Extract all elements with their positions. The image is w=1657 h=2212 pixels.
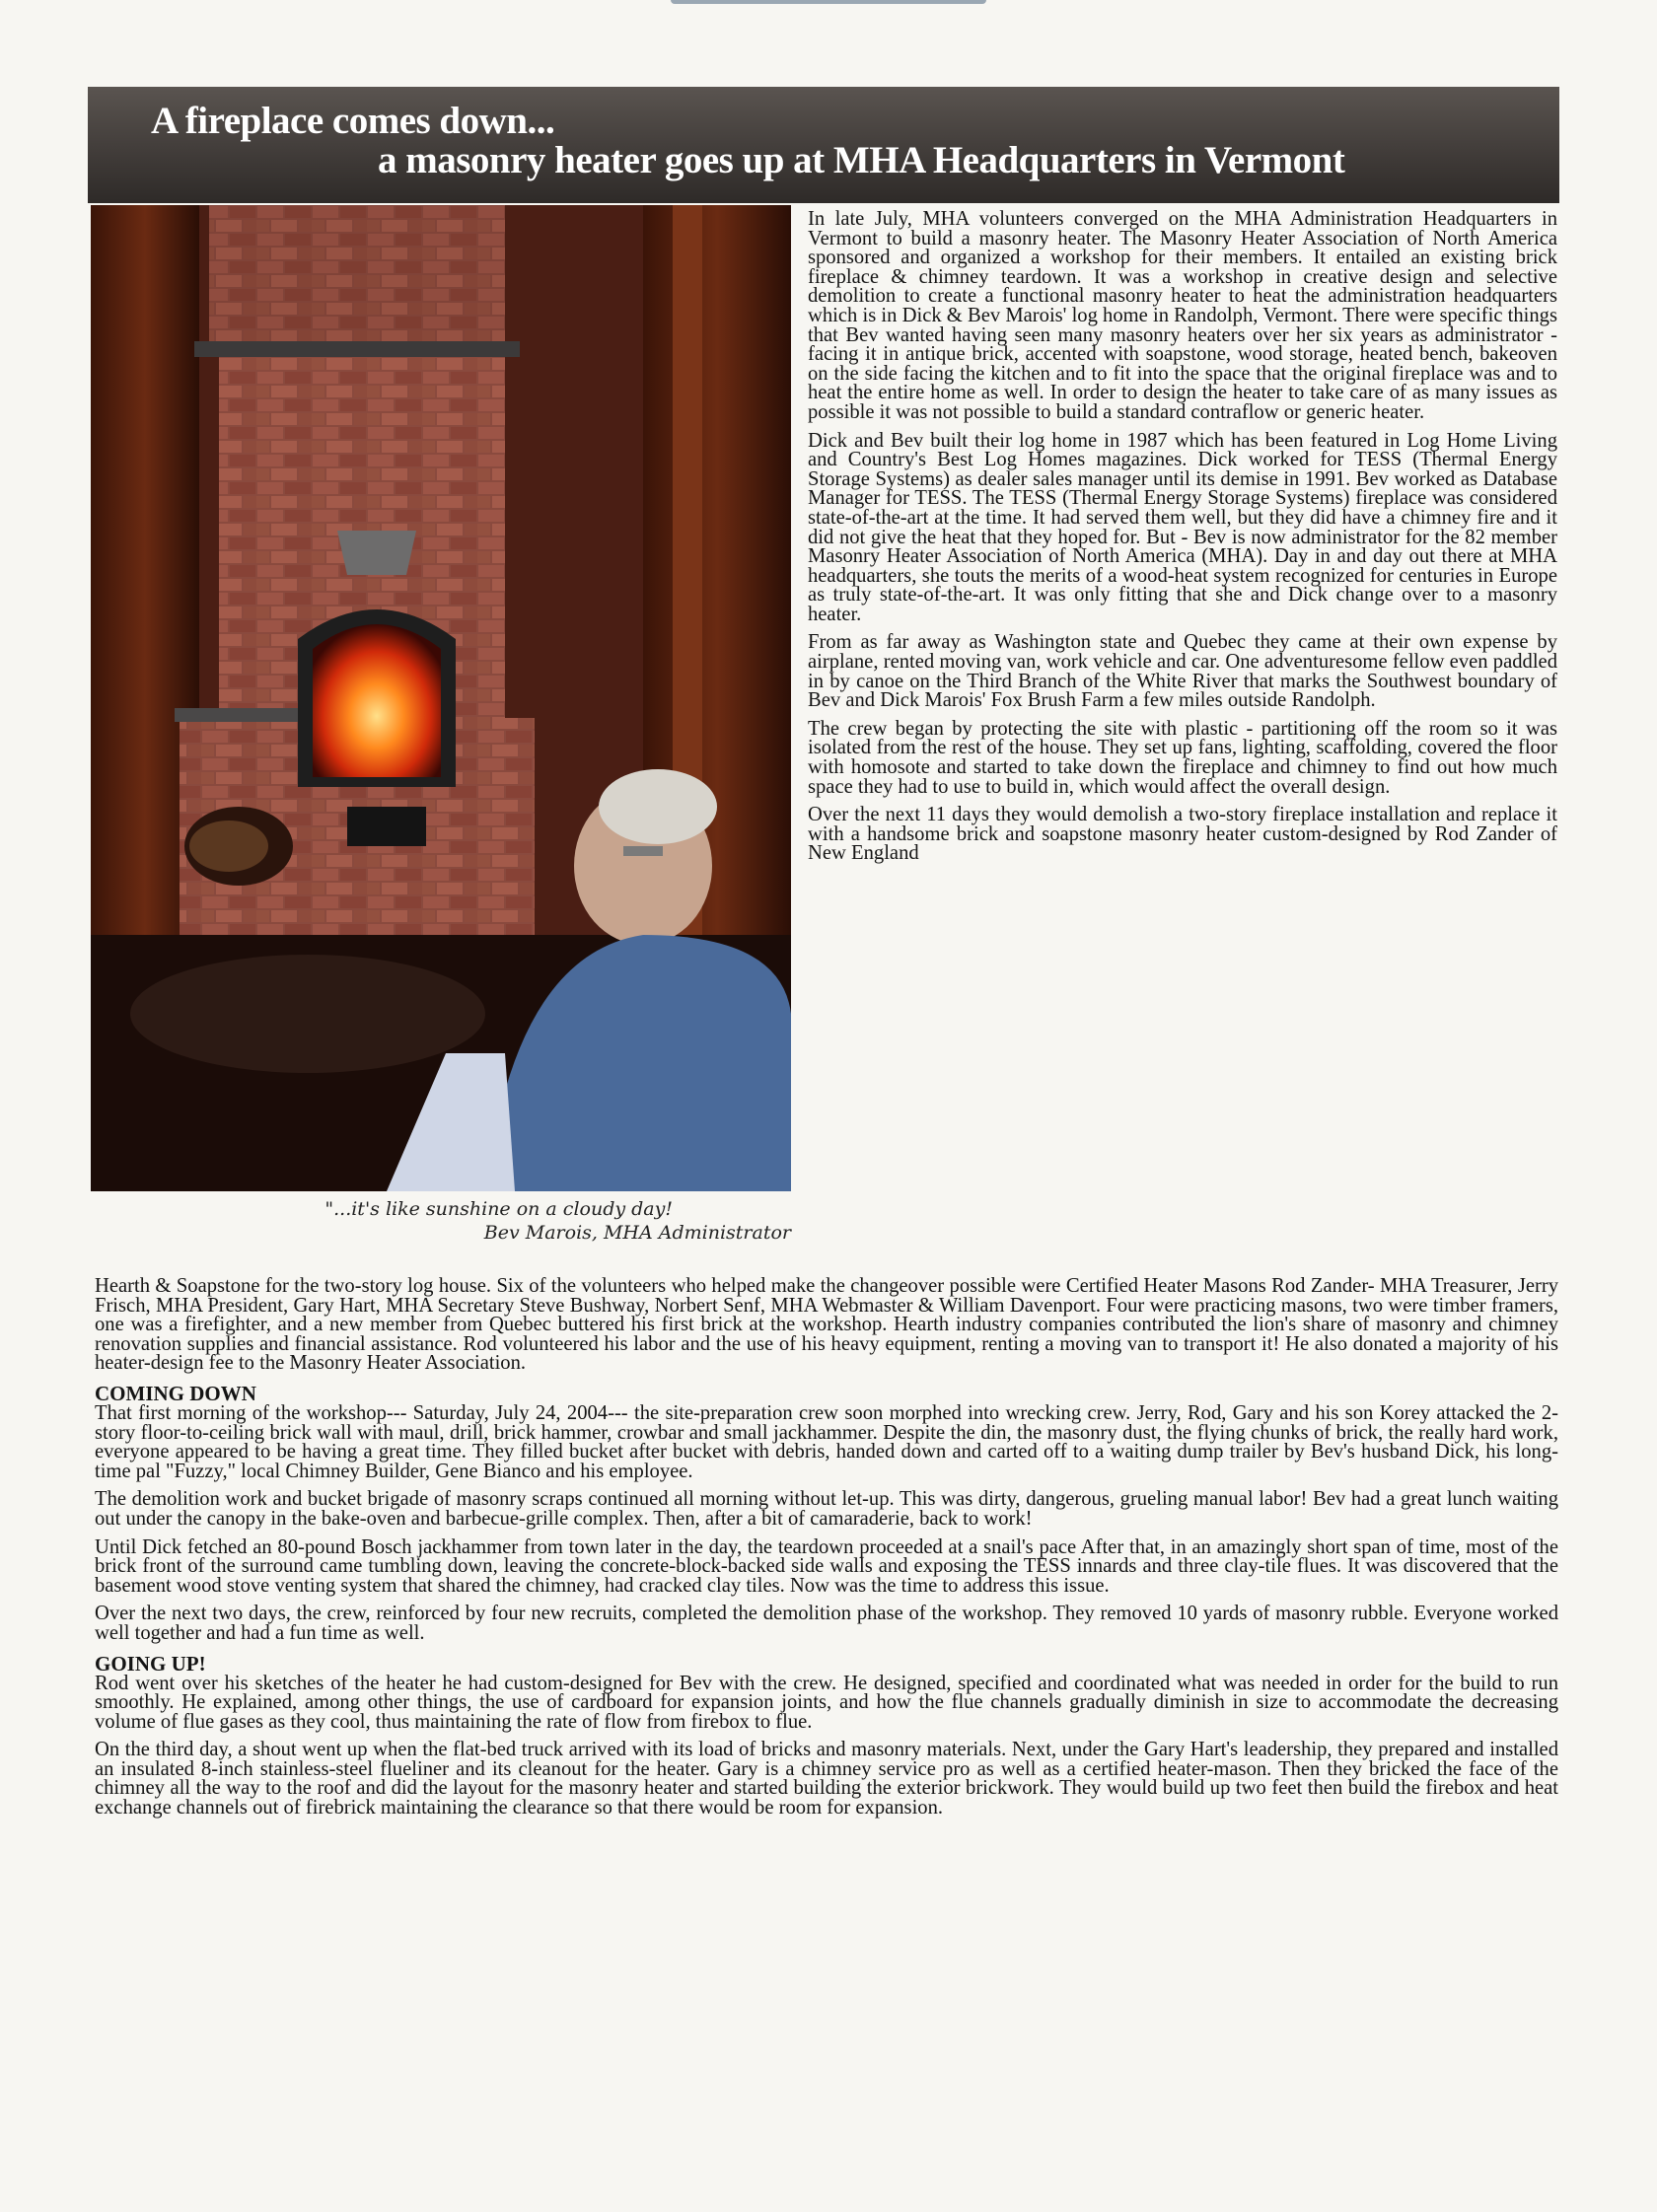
title-line-2: a masonry heater goes up at MHA Headquarters in Vermont (378, 139, 1345, 181)
paragraph-site-protection: The crew began by protecting the site with plastic - partitioning off the room so it was isolated from the rest of the house. They set up fans, lighting, scaffolding, covered the floor with homosote and started to take down the fireplace and chimney to find out how much space they had to use to build in, which would affect the overall design. (808, 717, 1557, 798)
paragraph-log-home: Dick and Bev built their log home in 1987 which has been featured in Log Home Living and Country's Best Log Homes magazines. Dick worked for TESS (Thermal Energy Storage Systems) as dealer sales manager until its demise in 1991. Bev worked as Database Manager for TESS. The TESS (Thermal Energy Storage Systems) fireplace was considered state-of-the-art at the time. It had served them well, but they did have a chimney fire and it did not give the heat that they hoped for. But - Bev is now administrator for the 82 member Masonry Heater Association of North America (MHA). Day in and day out there at MHA headquarters, she touts the merits of a wood-heat system recognized for centuries in Europe as truly state-of-the-art. It was only fitting that she and Dick change over to a masonry heater. (808, 429, 1557, 625)
title-banner (88, 87, 1559, 203)
right-column-text (808, 210, 1557, 864)
paragraph-volunteers: Hearth & Soapstone for the two-story log house. Six of the volunteers who helped make the changeover possible were Certified Heater Masons Rod Zander- MHA Treasurer, Jerry Frisch, MHA President, Gary Hart, MHA Secretary Steve Bushway, Norbert Senf, MHA Webmaster & William Davenport. Four were practicing masons, two were timber framers, one was a firefighter, and a new member from Quebec buttered his first brick at the workshop. Hearth industry companies contributed the lion's share of masonry and chimney renovation supplies and financial assistance. Rod volunteered his labor and the use of his heavy equipment, renting a moving van to transport it! He also donated a majority of his heater-design fee to the Masonry Heater Association. (95, 1275, 1558, 1375)
heading-going-up: GOING UP! (95, 1651, 206, 1676)
paragraph-demolition-work: The demolition work and bucket brigade of masonry scraps continued all morning without let-up. This was dirty, dangerous, grueling manual labor! Bev had a great lunch waiting out under the canopy in the bake-oven and barbecue-grille complex. Then, after a bit of camaraderie, back to work! (95, 1488, 1558, 1530)
paragraph-sketches: Rod went over his sketches of the heater he had custom-designed for Bev with the crew. He designed, specified and coordinated what was needed in order for the build to run smoothly. He explained, among other things, the use of cardboard for expansion joints, and how the flue channels gradually diminish in size to accommodate the decreasing volume of flue gases as they cool, thus maintaining the rate of flow from firebox to flue. (95, 1672, 1558, 1733)
paragraph-next-two-days: Over the next two days, the crew, reinforced by four new recruits, completed the demolition phase of the workshop. They removed 10 yards of masonry rubble. Everyone worked well together and had a fun time as well. (95, 1603, 1558, 1644)
full-width-text (95, 1277, 1558, 1827)
paragraph-travel: From as far away as Washington state and Quebec they came at their own expense by airplane, rented moving van, work vehicle and car. One adventuresome fellow even paddled in by canoe on the Third Branch of the White River that marks the Southwest boundary of Bev and Dick Marois' Fox Brush Farm a few miles outside Randolph. (808, 631, 1557, 712)
caption-quote: "...it's like sunshine on a cloudy day! (324, 1198, 673, 1220)
paragraph-next-11-days: Over the next 11 days they would demolish a two-story fireplace installation and replace it with a handsome brick and soapstone masonry heater custom-designed by Rod Zander of New England (808, 804, 1557, 865)
masonry-heater-illustration (91, 205, 791, 1191)
heading-coming-down: COMING DOWN (95, 1381, 256, 1405)
fireplace-photo (91, 205, 791, 1191)
title-line-1: A fireplace comes down... (151, 100, 555, 142)
caption-attribution: Bev Marois, MHA Administrator (483, 1222, 791, 1244)
paragraph-first-morning: That first morning of the workshop--- Saturday, July 24, 2004--- the site-preparation crew soon morphed into wrecking crew. Jerry, Rod, Gary and his son Korey attacked the 2-story floor-to-ceiling brick wall with maul, drill, brick hammer, crowbar and small jackhammer. Despite the din, the masonry dust, the flying chunks of brick, the really hard work, everyone appeared to be having a great time. They filled bucket after bucket with debris, handed down and carted off to a waiting dump trailer by Bev's husband Dick, his long-time pal "Fuzzy," local Chimney Builder, Gene Bianco and his employee. (95, 1401, 1558, 1482)
paragraph-intro: In late July, MHA volunteers converged on the MHA Administration Headquarters in Vermont to build a masonry heater. The Masonry Heater Association of North America sponsored and organized a workshop for their members. It entailed an existing brick fireplace & chimney teardown. It was a workshop in creative design and selective demolition to create a functional masonry heater to heat the administration headquarters which is in Dick & Bev Marois' log home in Randolph, Vermont. There were specific things that Bev wanted having seen many masonry heaters over her six years as administrator - facing it in antique brick, accented with soapstone, wood storage, heated bench, bakeoven on the side facing the kitchen and to fit into the space that the original fireplace was and to heat the entire home as well. In order to design the heater to take care of as many issues as possible it was not possible to build a standard contraflow or generic heater. (808, 208, 1557, 423)
page-edge (671, 0, 986, 4)
paragraph-jackhammer: Until Dick fetched an 80-pound Bosch jackhammer from town later in the day, the teardown proceeded at a snail's pace After that, in an amazingly short span of time, most of the brick front of the surround came tumbling down, leaving the concrete-block-backed side walls and exposing the TESS innards and three clay-tile flues. It was discovered that the basement wood stove venting system that shared the chimney, had cracked clay tiles. Now was the time to address this issue. (95, 1535, 1558, 1597)
photo-caption (91, 1197, 791, 1245)
paragraph-third-day: On the third day, a shout went up when the flat-bed truck arrived with its load of bricks and masonry materials. Next, under the Gary Hart's leadership, they prepared and installed an insulated 8-inch stainless-steel flueliner and its cleanout for the heater. Gary is a chimney service pro as well as a certified heater-mason. Then they bricked the face of the chimney all the way to the roof and did the layout for the masonry heater and started building the exterior brickwork. They would build up two feet then build the firebox and heat exchange channels out of firebrick maintaining the clearance so that there would be room for expansion. (95, 1739, 1558, 1820)
